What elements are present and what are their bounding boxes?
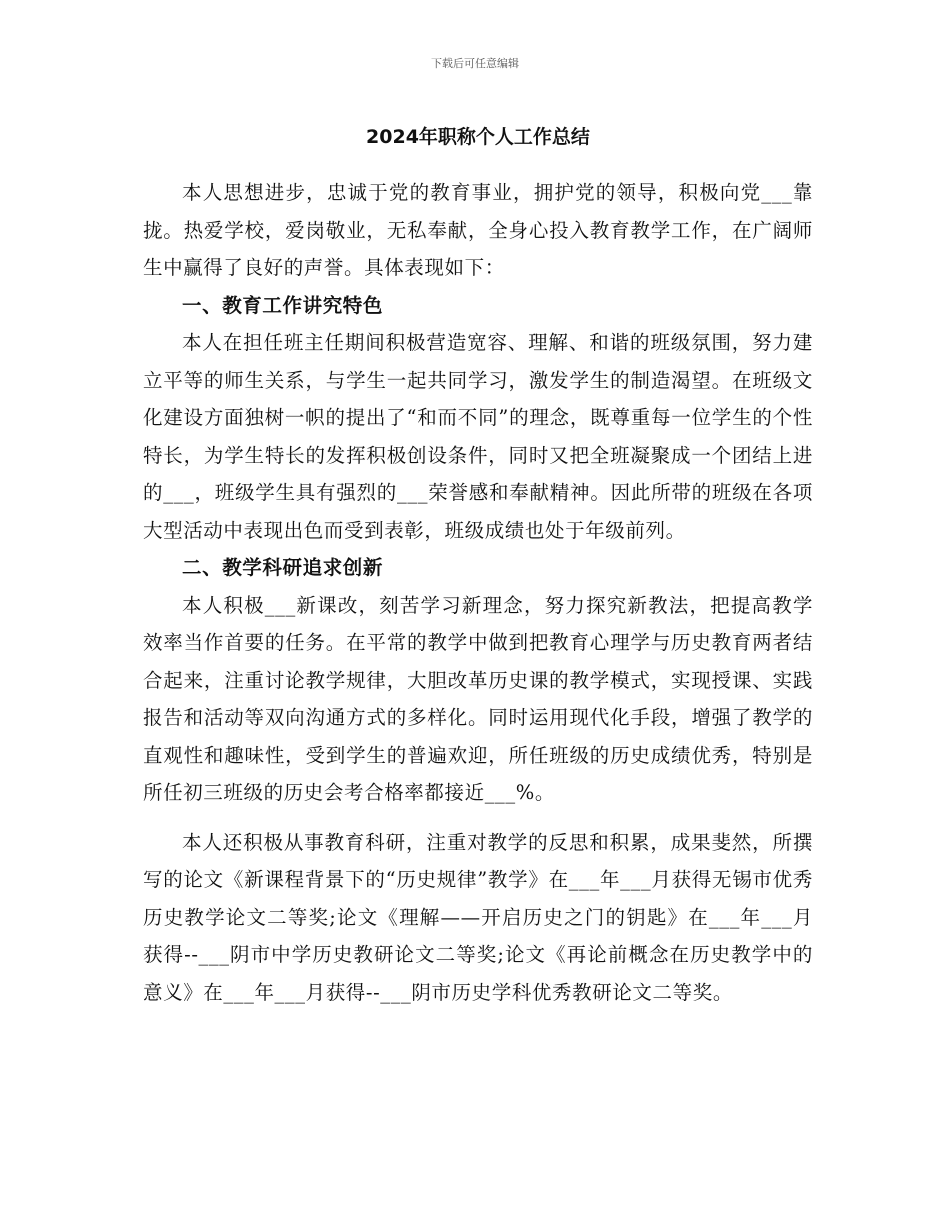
document-title: 2024年职称个人工作总结 xyxy=(366,126,590,148)
intro-paragraph: 本人思想进步，忠诚于党的教育事业，拥护党的领导，积极向党___靠拢。热爱学校，爱岗敬业，无私奉献，全身心投入教育教学工作，在广阔师生中赢得了良好的声誉。具体表现如下： xyxy=(143,181,813,279)
section-body-education: 本人在担任班主任期间积极营造宽容、理解、和谐的班级氛围，努力建立平等的师生关系，与学生一起共同学习，激发学生的制造渴望。在班级文化建设方面独树一帜的提出了“和而不同”的理念，既尊重每一位学生的个性特长，为学生特长的发挥积极创设条件，同时又把全班凝聚成一个团结上进的___，班级学生具有强烈的___荣誉感和奉献精神。因此所带的班级在各项大型活动中表现出色而受到表彰，班级成绩也处于年级前列。 xyxy=(143,331,813,542)
document-body xyxy=(143,120,813,1011)
section-body-research-1: 本人积极___新课改，刻苦学习新理念，努力探究新教法，把提高教学效率当作首要的任务。在平常的教学中做到把教育心理学与历史教育两者结合起来，注重讨论教学规律，大胆改革历史课的教学模式，实现授课、实践报告和活动等双向沟通方式的多样化。同时运用现代化手段，增强了教学的直观性和趣味性，受到学生的普遍欢迎，所任班级的历史成绩优秀，特别是所任初三班级的历史会考合格率都接近___%。 xyxy=(143,593,813,804)
page-header-note: 下载后可任意编辑 xyxy=(431,57,519,70)
paragraph-gap xyxy=(143,812,813,824)
section-heading-education: 一、教育工作讲究特色 xyxy=(182,293,384,317)
section-heading-research: 二、教学科研追求创新 xyxy=(182,556,384,579)
section-body-research-2: 本人还积极从事教育科研，注重对教学的反思和积累，成果斐然，所撰写的论文《新课程背景下的“历史规律”教学》在___年___月获得无锡市优秀历史教学论文二等奖;论文《理解——开启历史之门的钥匙》在___年___月获得--___阴市中学历史教研论文二等奖;论文《再论前概念在历史教学中的意义》在___年___月获得--___阴市历史学科优秀教研论文二等奖。 xyxy=(143,830,813,1004)
